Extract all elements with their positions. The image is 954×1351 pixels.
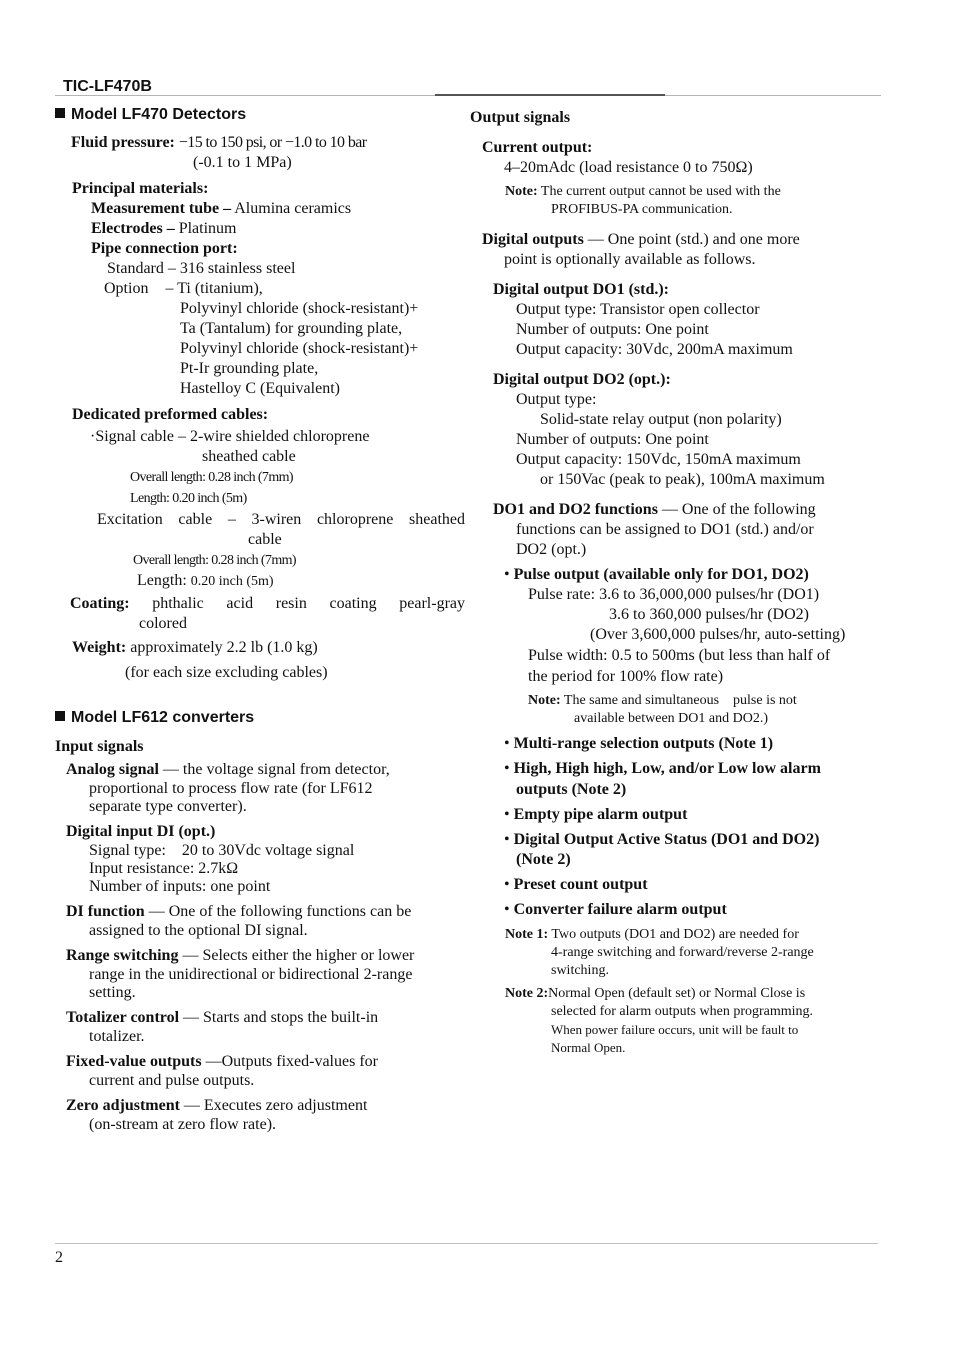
bullet-text: Multi-range selection outputs (Note 1) — [513, 735, 774, 752]
option-line: Pt-Ir grounding plate, — [180, 360, 319, 377]
excitation-length-value: 0.20 inch (5m) — [190, 574, 274, 589]
coating-value-2: colored — [139, 615, 187, 632]
di-line: Number of inputs: one point — [89, 878, 271, 895]
pulse-note-label: Note: — [528, 693, 561, 708]
pulse-note — [470, 692, 890, 710]
do1-line: Number of outputs: One point — [516, 321, 709, 338]
tube-value: Alumina ceramics — [231, 200, 352, 217]
header-rule-accent — [435, 94, 665, 96]
note2-label: Note 2: — [505, 986, 549, 1001]
total-label: Totalizer control — [66, 1009, 180, 1026]
note1-text: Two outputs (DO1 and DO2) are needed for — [548, 927, 799, 942]
zero-label: Zero adjustment — [66, 1097, 180, 1114]
pulse-rate: Pulse rate: 3.6 to 36,000,000 pulses/hr (DO1) — [528, 586, 820, 603]
fluid-pressure-value: −15 to 150 psi, or −1.0 to 10 bar — [178, 134, 367, 151]
current-output-label: Current output: — [482, 139, 593, 156]
signal-cable-2: sheathed cable — [202, 448, 296, 465]
bullet-pulse-output: • Pulse output (available only for DO1, DO2) — [504, 566, 809, 583]
do2-capacity: Output capacity: 150Vdc, 150mA maximum — [516, 451, 801, 468]
electrodes-value: Platinum — [174, 220, 237, 237]
do2-number: Number of outputs: One point — [516, 431, 709, 448]
excitation-cable: Excitation cable – 3-wiren chloroprene sheathed — [97, 511, 465, 528]
excitation-cable-2: cable — [248, 531, 282, 548]
note1-label: Note 1: — [505, 927, 549, 942]
note2-text-2: selected for alarm outputs when programming. — [551, 1004, 814, 1019]
functions-text-3: DO2 (opt.) — [516, 541, 587, 558]
do2-capacity-2: or 150Vac (peak to peak), 100mA maximum — [540, 471, 825, 488]
pulse-rate-2: 3.6 to 360,000 pulses/hr (DO2) — [609, 606, 809, 623]
section-heading-converters — [55, 709, 465, 727]
measurement-tube — [55, 199, 465, 219]
fixed-text-2: current and pulse outputs. — [89, 1072, 255, 1089]
pulse-note-text: The same and simultaneous pulse is not — [560, 693, 797, 708]
note1-text-3: switching. — [551, 963, 609, 978]
di-function — [55, 902, 465, 922]
note-1 — [470, 926, 890, 944]
standard-value: – 316 stainless steel — [163, 260, 296, 277]
bullet-alarm-cont: outputs (Note 2) — [516, 781, 627, 798]
do1-line: Output capacity: 30Vdc, 200mA maximum — [516, 341, 793, 358]
bullet-active-status-cont: (Note 2) — [516, 851, 571, 868]
coating-label: Coating: — [70, 595, 130, 612]
digital-outputs — [470, 230, 890, 250]
range-text-3: setting. — [89, 984, 136, 1001]
materials-label: Principal materials: — [72, 180, 209, 197]
output-signals-label: Output signals — [470, 109, 571, 126]
pulse-note-text-2: available between DO1 and DO2.) — [574, 711, 768, 726]
note2-text-3: When power failure occurs, unit will be fault to — [551, 1022, 799, 1037]
pulse-label: Pulse output (available only for DO1, DO2) — [513, 566, 809, 583]
bullet-text: Digital Output Active Status (DO1 and DO2) — [513, 831, 820, 848]
digital-input-label — [55, 822, 465, 842]
note2-text: Normal Open (default set) or Normal Close is — [548, 986, 806, 1001]
section-heading-detectors — [55, 106, 465, 124]
total-text-2: totalizer. — [89, 1028, 145, 1045]
option-line: Polyvinyl chloride (shock-resistant)+ — [180, 340, 419, 357]
left-column — [55, 100, 465, 1134]
bullet-empty-pipe: • Empty pipe alarm output — [504, 806, 688, 823]
totalizer-control — [55, 1008, 465, 1028]
note2-text-4: Normal Open. — [551, 1040, 626, 1055]
bullet-text: Converter failure alarm output — [513, 901, 727, 918]
do1-label: Digital output DO1 (std.): — [493, 281, 670, 298]
weight-label: Weight: — [72, 639, 127, 656]
electrodes-label: Electrodes – — [91, 220, 175, 237]
do1-line: Output type: Transistor open collector — [516, 301, 760, 318]
pipe-standard — [55, 259, 465, 279]
cables-label: Dedicated preformed cables: — [72, 406, 269, 423]
range-switching — [55, 946, 465, 966]
square-bullet-icon — [55, 108, 65, 118]
standard-label: Standard — [107, 260, 164, 277]
option-line: Ta (Tantalum) for grounding plate, — [180, 320, 403, 337]
fixed-text: —Outputs fixed-values for — [201, 1053, 378, 1070]
pulse-width-2: the period for 100% flow rate) — [528, 668, 724, 685]
di-label: Digital input DI (opt.) — [66, 823, 216, 840]
tube-label: Measurement tube – — [91, 200, 232, 217]
analog-text-2: proportional to process flow rate (for LF612 — [89, 780, 373, 797]
range-label: Range switching — [66, 947, 179, 964]
digital-outputs-text: — One point (std.) and one more — [583, 231, 800, 248]
pulse-rate-3: (Over 3,600,000 pulses/hr, auto-setting) — [590, 626, 846, 643]
fluid-pressure-label: Fluid pressure: — [71, 134, 175, 151]
do-functions — [470, 500, 890, 520]
bullet-text: High, High high, Low, and/or Low low alarm — [513, 760, 821, 777]
functions-text-2: functions can be assigned to DO1 (std.) and/or — [516, 521, 814, 538]
coating — [55, 594, 465, 614]
note-label: Note: — [505, 184, 538, 199]
bullet-text: Empty pipe alarm output — [513, 806, 688, 823]
excitation-length-label: Length: — [137, 572, 187, 589]
do2-type-value: Solid-state relay output (non polarity) — [540, 411, 782, 428]
dif-label: DI function — [66, 903, 145, 920]
analog-text: — the voltage signal from detector, — [158, 761, 390, 778]
functions-label: DO1 and DO2 functions — [493, 501, 658, 518]
total-text: — Starts and stops the built-in — [179, 1009, 379, 1026]
right-column — [470, 108, 890, 1057]
option-value: – Ti (titanium), — [165, 280, 263, 297]
footer-rule — [55, 1243, 878, 1244]
option-line: Polyvinyl chloride (shock-resistant)+ — [180, 300, 419, 317]
pipe-option — [55, 279, 465, 299]
fixed-label: Fixed-value outputs — [66, 1053, 202, 1070]
weight-value-2: (for each size excluding cables) — [125, 664, 328, 681]
fluid-pressure-value-2: (-0.1 to 1 MPa) — [193, 154, 292, 171]
electrodes — [55, 219, 465, 239]
do2-label: Digital output DO2 (opt.): — [493, 371, 671, 388]
note-text: The current output cannot be used with the — [537, 184, 781, 199]
zero-text-2: (on-stream at zero flow rate). — [89, 1116, 277, 1133]
weight — [55, 638, 465, 658]
note1-text-2: 4-range switching and forward/reverse 2-range — [551, 945, 814, 960]
page-number: 2 — [55, 1249, 63, 1266]
signal-overall-length: Overall length: 0.28 inch (7mm) — [130, 470, 293, 485]
fluid-pressure — [55, 132, 465, 153]
fixed-value-outputs — [55, 1052, 465, 1072]
detectors-heading: Model LF470 Detectors — [71, 106, 247, 123]
document-header: TIC-LF470B — [63, 78, 152, 95]
di-line: Signal type: 20 to 30Vdc voltage signal — [89, 842, 355, 859]
option-label: Option — [104, 280, 149, 297]
do2-type: Output type: — [516, 391, 597, 408]
bullet-preset-count: • Preset count output — [504, 876, 648, 893]
dif-text-2: assigned to the optional DI signal. — [89, 922, 308, 939]
dif-text: — One of the following functions can be — [144, 903, 412, 920]
bullet-converter-failure: • Converter failure alarm output — [504, 901, 727, 918]
digital-outputs-text-2: point is optionally available as follows. — [504, 251, 756, 268]
bullet-alarm: • High, High high, Low, and/or Low low alarm — [504, 760, 821, 777]
analog-label: Analog signal — [66, 761, 159, 778]
excitation-overall-length: Overall length: 0.28 inch (7mm) — [133, 553, 296, 568]
pulse-width: Pulse width: 0.5 to 500ms (but less than half of — [528, 647, 831, 664]
current-note — [470, 183, 890, 201]
square-bullet-icon — [55, 711, 65, 721]
analog-text-3: separate type converter). — [89, 798, 247, 815]
range-text-2: range in the unidirectional or bidirectional 2-range — [89, 966, 413, 983]
zero-text: — Executes zero adjustment — [179, 1097, 368, 1114]
signal-cable: ·Signal cable – 2-wire shielded chloroprene — [90, 428, 370, 445]
pipe-label: Pipe connection port: — [91, 240, 238, 257]
analog-signal — [55, 760, 465, 780]
digital-outputs-label: Digital outputs — [482, 231, 584, 248]
functions-text: — One of the following — [657, 501, 816, 518]
converters-heading: Model LF612 converters — [71, 709, 255, 726]
bullet-multi-range: • Multi-range selection outputs (Note 1) — [504, 735, 774, 752]
excitation-length — [55, 571, 465, 592]
note-2 — [470, 985, 890, 1003]
weight-value: approximately 2.2 lb (1.0 kg) — [126, 639, 318, 656]
di-line: Input resistance: 2.7kΩ — [89, 860, 239, 877]
signal-length: Length: 0.20 inch (5m) — [130, 491, 247, 506]
coating-value: phthalic acid resin coating pearl-gray — [152, 595, 466, 612]
current-output-value: 4–20mAdc (load resistance 0 to 750Ω) — [504, 159, 753, 176]
bullet-active-status: • Digital Output Active Status (DO1 and DO2) — [504, 831, 820, 848]
input-signals-label: Input signals — [55, 738, 144, 755]
zero-adjustment — [55, 1096, 465, 1116]
current-note-2: PROFIBUS-PA communication. — [551, 202, 733, 217]
option-line: Hastelloy C (Equivalent) — [180, 380, 340, 397]
range-text: — Selects either the higher or lower — [178, 947, 415, 964]
bullet-text: Preset count output — [513, 876, 648, 893]
